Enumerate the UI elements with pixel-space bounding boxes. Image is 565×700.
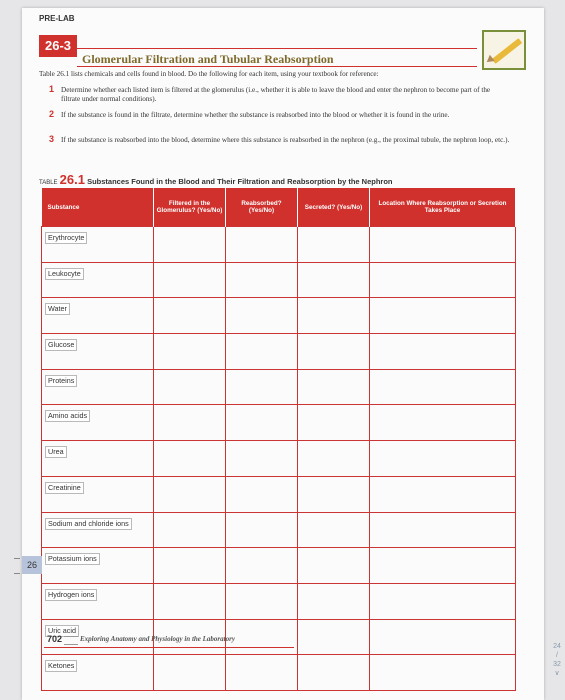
answer-cell[interactable] bbox=[370, 298, 516, 334]
substance-label: Amino acids bbox=[45, 410, 90, 422]
table-row bbox=[42, 655, 516, 691]
answer-cell[interactable] bbox=[154, 655, 226, 691]
answer-cell[interactable] bbox=[370, 334, 516, 370]
answer-cell[interactable] bbox=[226, 548, 298, 584]
exercise-badge: 26-3 bbox=[39, 35, 77, 57]
sidebar-rule bbox=[14, 558, 20, 574]
col-header-substance: Substance bbox=[42, 188, 154, 227]
substance-cell bbox=[42, 369, 154, 405]
answer-cell[interactable] bbox=[154, 262, 226, 298]
chevron-down-icon[interactable]: ∨ bbox=[554, 670, 560, 677]
page-separator: / bbox=[556, 652, 558, 659]
answer-cell[interactable] bbox=[298, 655, 370, 691]
table-row bbox=[42, 476, 516, 512]
answer-cell[interactable] bbox=[370, 369, 516, 405]
answer-cell[interactable] bbox=[226, 369, 298, 405]
document-page: PRE-LAB 26-3 Glomerular Filtration and Tubular Reabsorption Table 26.1 lists chemicals and cells found in blood. Do the following for each item, using your textbook for reference: 1 Determine whether each listed item is filtered at the glomerulus (i.e., whether it is able to leave the blood and enter the nephron to become part of the filtrate under normal conditions). 2 If the substance is found in the filtrate, determine whether the substance is reabsorbed into the blood or whether it is found in the urine. 3 If the substance is reabsorbed into the blood, determine where this substance is reabsorbed in the nephron (e.g., the proximal tubule, the nephron loop, etc.). TABLE 26.1 Substances Found in the Blood and Their Filtration and Reabsorption by the Nephron Substance Filtered in the Glomerulus? (Yes/No) Reabsorbed? (Yes/No) Secreted? (Yes/No) Location Where Reabsorption or Secretion Takes Place Erythrocyte Leukocyte Water Glucose Proteins Amino acids Urea Creatinine Sodium and chloride ions Potassium ions Hydrogen ions Uric acid Ketones 702 Exploring Anatomy and Physiology in the Laboratory 26 bbox=[22, 8, 544, 700]
book-title: Exploring Anatomy and Physiology in the Laboratory bbox=[80, 635, 235, 643]
answer-cell[interactable] bbox=[226, 227, 298, 263]
table-row bbox=[42, 262, 516, 298]
answer-cell[interactable] bbox=[226, 298, 298, 334]
answer-cell[interactable] bbox=[298, 548, 370, 584]
answer-cell[interactable] bbox=[298, 476, 370, 512]
pencil-icon bbox=[482, 30, 526, 70]
title-rule-bottom bbox=[77, 66, 477, 67]
table-row bbox=[42, 441, 516, 477]
answer-cell[interactable] bbox=[226, 476, 298, 512]
table-row bbox=[42, 512, 516, 548]
page-title: Glomerular Filtration and Tubular Reabsorption bbox=[82, 52, 334, 66]
col-header-location: Location Where Reabsorption or Secretion Takes Place bbox=[370, 188, 516, 227]
substance-cell bbox=[42, 512, 154, 548]
answer-cell[interactable] bbox=[298, 512, 370, 548]
substance-cell bbox=[42, 441, 154, 477]
substance-label: Glucose bbox=[45, 339, 77, 351]
substance-cell bbox=[42, 655, 154, 691]
table-row bbox=[42, 227, 516, 263]
title-rule-top bbox=[77, 48, 477, 49]
answer-cell[interactable] bbox=[154, 441, 226, 477]
substance-label: Proteins bbox=[45, 375, 77, 387]
answer-cell[interactable] bbox=[154, 512, 226, 548]
substance-cell bbox=[42, 583, 154, 619]
substance-label: Hydrogen ions bbox=[45, 589, 97, 601]
footer-rule bbox=[64, 636, 78, 645]
table-row bbox=[42, 548, 516, 584]
answer-cell[interactable] bbox=[370, 262, 516, 298]
answer-cell[interactable] bbox=[226, 405, 298, 441]
substance-label: Water bbox=[45, 303, 70, 315]
substance-cell bbox=[42, 548, 154, 584]
answer-cell[interactable] bbox=[154, 227, 226, 263]
answer-cell[interactable] bbox=[226, 583, 298, 619]
col-header-filtered: Filtered in the Glomerulus? (Yes/No) bbox=[154, 188, 226, 227]
table-caption: TABLE 26.1 Substances Found in the Blood and Their Filtration and Reabsorption by the Nephron bbox=[39, 172, 393, 187]
substance-label: Sodium and chloride ions bbox=[45, 518, 132, 530]
answer-cell[interactable] bbox=[370, 655, 516, 691]
substance-cell bbox=[42, 227, 154, 263]
answer-cell[interactable] bbox=[226, 619, 298, 655]
current-page: 24 bbox=[553, 643, 561, 650]
substance-cell bbox=[42, 476, 154, 512]
footer-underline bbox=[44, 647, 294, 648]
answer-cell[interactable] bbox=[298, 369, 370, 405]
substance-label: Urea bbox=[45, 446, 67, 458]
table-row bbox=[42, 334, 516, 370]
substance-cell bbox=[42, 262, 154, 298]
substance-cell bbox=[42, 405, 154, 441]
answer-cell[interactable] bbox=[154, 476, 226, 512]
answer-cell[interactable] bbox=[226, 655, 298, 691]
answer-cell[interactable] bbox=[226, 262, 298, 298]
answer-cell[interactable] bbox=[298, 583, 370, 619]
table-row bbox=[42, 369, 516, 405]
substance-cell bbox=[42, 298, 154, 334]
substance-label: Creatinine bbox=[45, 482, 84, 494]
answer-cell[interactable] bbox=[370, 227, 516, 263]
answer-cell[interactable] bbox=[370, 441, 516, 477]
answer-cell[interactable] bbox=[154, 583, 226, 619]
answer-cell[interactable] bbox=[154, 548, 226, 584]
page-number: 702 bbox=[47, 634, 63, 644]
answer-cell[interactable] bbox=[298, 262, 370, 298]
table-row bbox=[42, 405, 516, 441]
answer-cell[interactable] bbox=[226, 441, 298, 477]
answer-cell[interactable] bbox=[370, 512, 516, 548]
answer-cell[interactable] bbox=[154, 298, 226, 334]
answer-cell[interactable] bbox=[226, 334, 298, 370]
prelab-label: PRE-LAB bbox=[39, 14, 75, 23]
answer-cell[interactable] bbox=[370, 583, 516, 619]
answer-cell[interactable] bbox=[298, 298, 370, 334]
answer-cell[interactable] bbox=[298, 334, 370, 370]
answer-cell[interactable] bbox=[370, 548, 516, 584]
substance-label: Erythrocyte bbox=[45, 232, 87, 244]
answer-cell[interactable] bbox=[154, 405, 226, 441]
substance-label: Uric acid bbox=[45, 625, 79, 637]
table-row bbox=[42, 298, 516, 334]
answer-cell[interactable] bbox=[370, 405, 516, 441]
total-pages: 32 bbox=[553, 661, 561, 668]
page-indicator[interactable] bbox=[549, 642, 565, 678]
chapter-tab: 26 bbox=[22, 556, 42, 574]
substance-label: Ketones bbox=[45, 660, 77, 672]
substance-label: Potassium ions bbox=[45, 553, 100, 565]
answer-cell[interactable] bbox=[298, 441, 370, 477]
answer-cell[interactable] bbox=[154, 369, 226, 405]
answer-cell[interactable] bbox=[154, 334, 226, 370]
substance-label: Leukocyte bbox=[45, 268, 84, 280]
table-row bbox=[42, 583, 516, 619]
answer-cell[interactable] bbox=[298, 227, 370, 263]
answer-cell[interactable] bbox=[226, 512, 298, 548]
answer-cell[interactable] bbox=[370, 619, 516, 655]
substance-cell bbox=[42, 334, 154, 370]
substances-table bbox=[41, 188, 516, 691]
answer-cell[interactable] bbox=[298, 619, 370, 655]
answer-cell[interactable] bbox=[370, 476, 516, 512]
answer-cell[interactable] bbox=[298, 405, 370, 441]
col-header-secreted: Secreted? (Yes/No) bbox=[298, 188, 370, 227]
col-header-reabsorbed: Reabsorbed? (Yes/No) bbox=[226, 188, 298, 227]
intro-text: Table 26.1 lists chemicals and cells found in blood. Do the following for each item, using your textbook for reference: bbox=[39, 70, 379, 78]
